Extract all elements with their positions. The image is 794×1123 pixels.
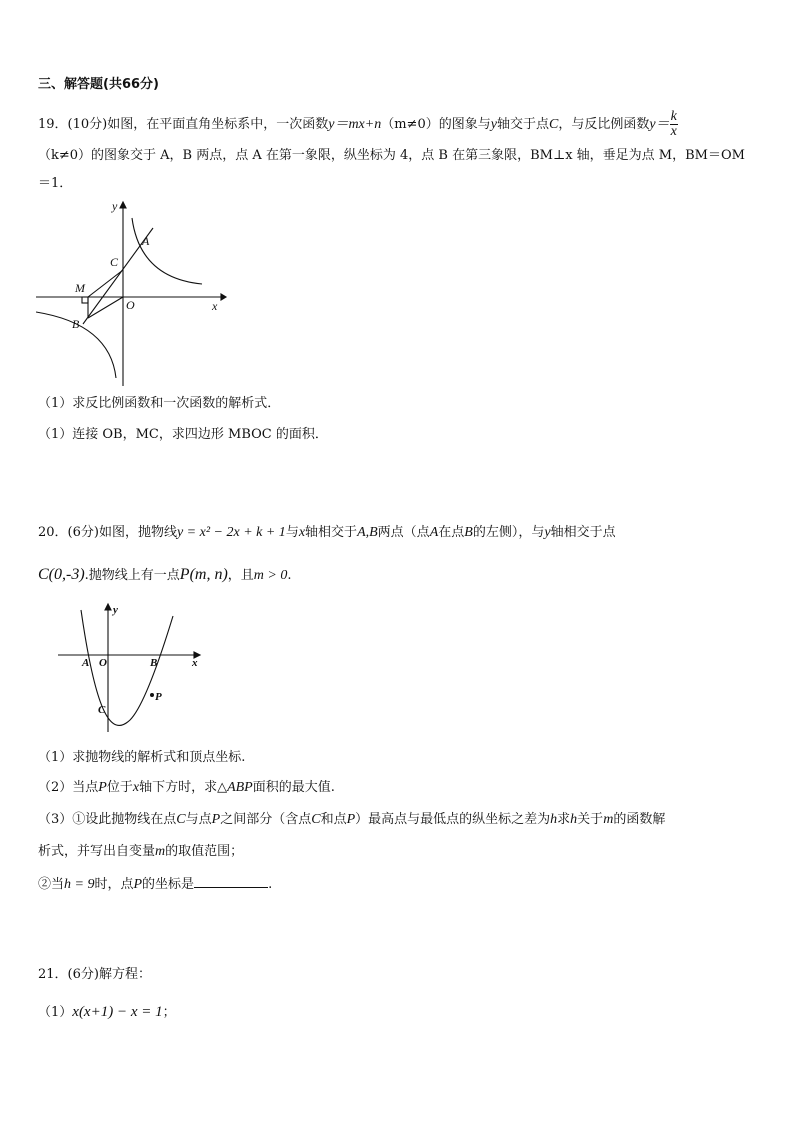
- q20-sub3-line2-a: 析式，并写出自变量: [38, 844, 156, 859]
- q20-parabola: [81, 610, 173, 725]
- q19-sub1: （1）求反比例函数和一次函数的解析式．: [38, 396, 281, 411]
- q20-figure: [56, 602, 206, 732]
- q20-text-2b: .抛物线上有一点: [84, 568, 180, 583]
- q19-fig-x: x: [212, 299, 218, 313]
- q20-sub3-C: C: [176, 812, 186, 827]
- q19-yeq: y＝: [649, 117, 670, 132]
- q20-sub4-c: 的坐标是: [142, 877, 195, 892]
- q19-x-arrow: [221, 294, 226, 300]
- q20-sub2-P: P: [98, 780, 107, 795]
- q20-sub3-line2-b: 的取值范围；: [165, 844, 244, 859]
- q20-AB-var: A,B: [357, 525, 378, 540]
- q19-right-angle-mark: [82, 297, 88, 303]
- q20-B-var: B: [464, 525, 473, 540]
- q20-text-b: 与: [285, 525, 299, 540]
- q20-text-2d: .: [287, 568, 292, 583]
- q19-fig-A: A: [142, 234, 150, 248]
- q19-y-var: y: [490, 117, 497, 132]
- q19-fig-O: O: [126, 298, 135, 312]
- q20-sub3-b: 与点: [185, 812, 212, 827]
- q20-sub2-a: （2）当点: [38, 780, 99, 795]
- q20-sub2-x: x: [132, 780, 140, 795]
- q19-text-a: 19．(10分)如图，在平面直角坐标系中，一次函数: [38, 117, 329, 132]
- q20-sub3-P2: P: [346, 812, 356, 827]
- q20-point-P: P(m, n): [179, 566, 228, 583]
- q20-sub3-P: P: [211, 812, 221, 827]
- q20-sub3-m: m: [603, 812, 614, 827]
- q20-sub3-c: 之间部分（含点: [220, 812, 312, 827]
- q20-A-var: A: [429, 525, 439, 540]
- answer-blank[interactable]: [194, 875, 268, 888]
- q19-fig-M: M: [75, 281, 85, 295]
- q20-sub2-c: 轴下方时，求△: [139, 780, 228, 795]
- q20-text-f: 的左侧），与: [472, 525, 545, 540]
- q20-sub2-d: 面积的最大值.: [252, 780, 335, 795]
- q20-fig-O: O: [99, 657, 107, 669]
- q19-sub2: （1）连接 OB，MC，求四边形 MBOC 的面积．: [38, 427, 328, 442]
- q19-y-arrow: [120, 202, 126, 208]
- q19-figure: [36, 198, 236, 386]
- q20-sub2: [38, 779, 335, 797]
- q20-point-P-dot: [150, 693, 154, 697]
- q20-sub2-b: 位于: [106, 780, 133, 795]
- q20-y-var: y: [544, 525, 551, 540]
- q20-x-var: x: [298, 525, 306, 540]
- q20-text-c: 轴相交于: [305, 525, 358, 540]
- q19-fig-y: y: [112, 199, 118, 213]
- q19-linear-eq: y＝mx+n: [328, 117, 382, 132]
- q20-sub4: [38, 875, 272, 894]
- q19-fig-B: B: [72, 317, 80, 331]
- q20-fig-x: x: [192, 657, 198, 669]
- q20-sub3-C2: C: [311, 812, 321, 827]
- q20-line2: [38, 566, 292, 585]
- q19-text-c: 轴交于点: [496, 117, 549, 132]
- q21-sub1-eq: x(x+1) − x = 1: [72, 1004, 163, 1020]
- q20-fig-B: B: [150, 657, 158, 669]
- q20-sub3-a: （3）①设此抛物线在点: [38, 812, 177, 827]
- q19-line3: ＝1．: [38, 176, 73, 191]
- section-title: 三、解答题(共66分): [38, 77, 159, 92]
- q20-sub3-line2-m: m: [155, 844, 166, 859]
- q21-sub1-a: （1）: [38, 1005, 73, 1020]
- q20-sub3-e: ）最高点与最低点的纵坐标之差为: [355, 812, 551, 827]
- q19-segment-OB: [88, 297, 123, 318]
- q20-sub3-d: 和点: [320, 812, 347, 827]
- q20-sub3-h: h: [550, 812, 558, 827]
- q19-C-var: C: [548, 117, 559, 132]
- q19-frac-num: k: [670, 109, 677, 124]
- q20-fig-C: C: [98, 704, 106, 716]
- q20-sub1: （1）求抛物线的解析式和顶点坐标.: [38, 750, 246, 765]
- q19-fraction: [670, 110, 678, 139]
- q20-sub3-line1: [38, 811, 665, 829]
- q20-text-e: 在点: [438, 525, 465, 540]
- q19-text-b: 的图象与: [438, 117, 491, 132]
- q20-fig-P: P: [155, 691, 162, 703]
- q20-text-a: 20．(6分)如图，抛物线: [38, 525, 177, 540]
- q21-title: 21．(6分)解方程：: [38, 967, 151, 982]
- q20-sub4-b: 时，点: [94, 877, 134, 892]
- q20-fig-A: A: [82, 657, 90, 669]
- q20-fig-y: y: [113, 604, 118, 616]
- q20-y-arrow: [105, 604, 111, 610]
- q20-sub4-d: .: [268, 877, 273, 892]
- q19-cond: （m≠0）: [381, 117, 439, 132]
- q21-sub1: [38, 1003, 176, 1022]
- q19-hyperbola-q1: [132, 218, 202, 284]
- q20-text-d: 两点（点: [377, 525, 430, 540]
- q20-sub4-P: P: [133, 877, 143, 892]
- q20-text-g: 轴相交于点: [550, 525, 616, 540]
- q20-point-C: C(0,-3): [38, 566, 85, 583]
- q19-line2: （k≠0）的图象交于 A，B 两点，点 A 在第一象限，纵坐标为 4，点 B 在第三象限，BM⊥x 轴，垂足为点 M，BM＝OM: [38, 148, 745, 163]
- q19-fig-C: C: [110, 255, 119, 269]
- q20-sub3-line2: [38, 843, 243, 861]
- q19-text-d: ，与反比例函数: [558, 117, 650, 132]
- q20-sub4-h: h = 9: [64, 877, 95, 892]
- q20-line1: [38, 524, 616, 542]
- q19-line1: [38, 110, 678, 139]
- q20-text-2c: ，且: [227, 568, 254, 583]
- q20-sub3-htext: 的函数解: [613, 812, 666, 827]
- q20-parabola-eq: y = x² − 2x + k + 1: [176, 525, 286, 540]
- q20-sub2-ABP: ABP: [227, 780, 253, 795]
- q20-sub3-g: 关于: [577, 812, 604, 827]
- q20-sub3-h2: h: [570, 812, 578, 827]
- q20-sub3-f: 求: [557, 812, 571, 827]
- q20-sub4-a: ②当: [38, 877, 65, 892]
- q21-sub1-b: ；: [162, 1005, 176, 1020]
- q19-frac-den: x: [670, 124, 677, 139]
- q20-m-cond: m > 0: [253, 568, 288, 583]
